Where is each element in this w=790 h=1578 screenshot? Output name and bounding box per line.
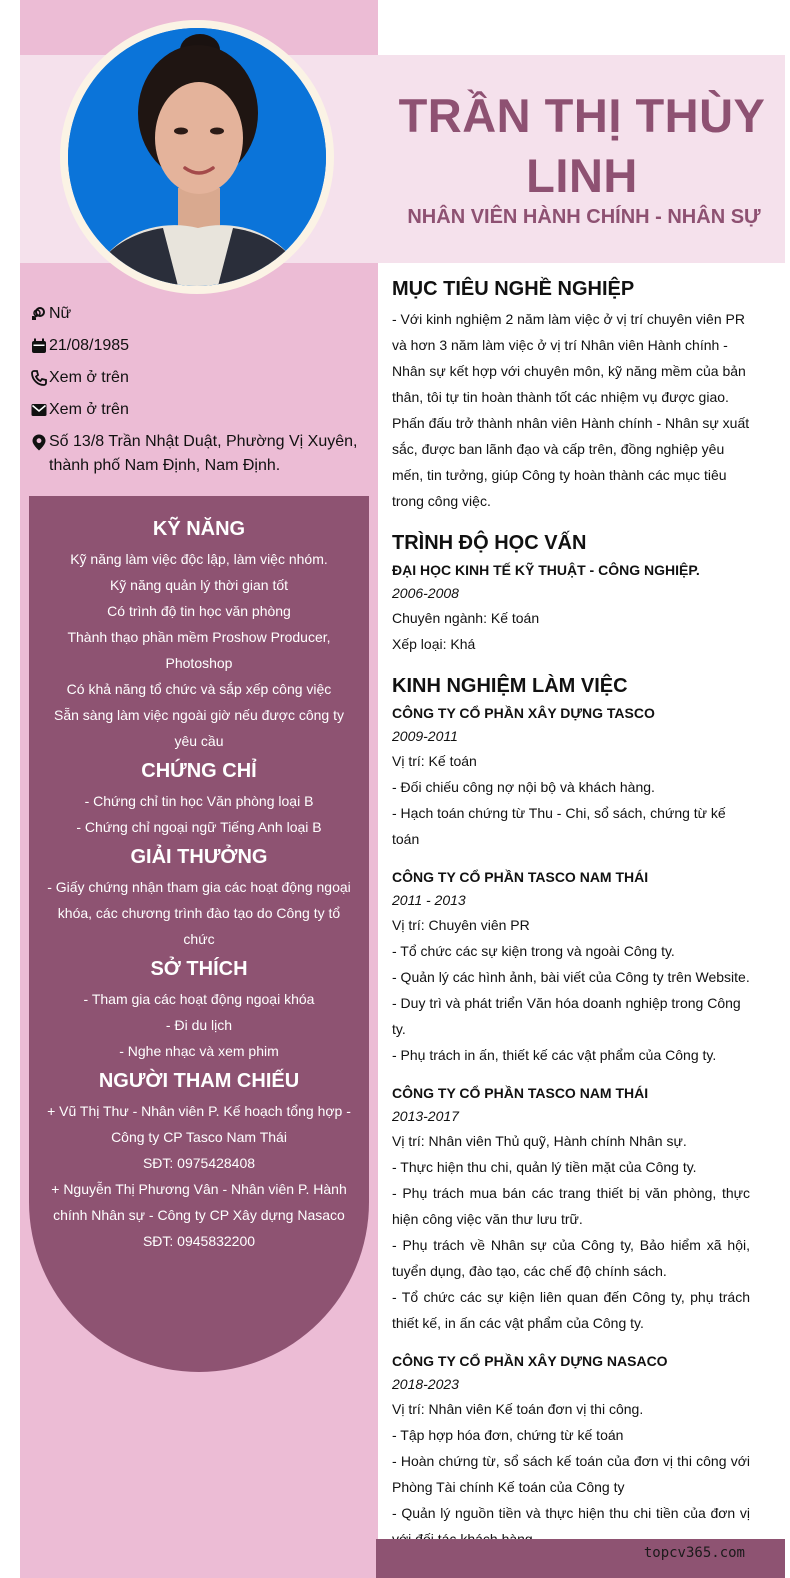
contact-address xyxy=(28,430,368,478)
job-line: - Thực hiện thu chi, quản lý tiền mặt của Công ty. xyxy=(392,1159,697,1175)
job-period: 2013-2017 xyxy=(392,1108,459,1124)
job-company: CÔNG TY CỔ PHẦN XÂY DỰNG NASACO xyxy=(392,1353,668,1369)
award-item: - Giấy chứng nhận tham gia các hoạt động ngoại khóa, các chương trình đào tạo do Công ty tổ chức xyxy=(47,879,351,947)
education-major: Chuyên ngành: Kế toán xyxy=(392,610,540,626)
education-period: 2006-2008 xyxy=(392,585,459,601)
references-heading: NGƯỜI THAM CHIẾU xyxy=(98,1070,300,1092)
gender-value: Nữ xyxy=(49,305,72,322)
skill-item: Kỹ năng quản lý thời gian tốt xyxy=(109,577,289,593)
job-line: Vị trí: Kế toán xyxy=(392,753,477,769)
phone-icon xyxy=(28,366,49,390)
email-value: Xem ở trên xyxy=(49,401,129,418)
experience-heading: KINH NGHIỆM LÀM VIỆC xyxy=(392,675,628,697)
job-entry xyxy=(392,1082,750,1336)
job-entry xyxy=(392,1350,750,1552)
certificates-heading: CHỨNG CHỈ xyxy=(141,760,257,782)
main-content xyxy=(392,274,750,1552)
job-line: - Quản lý các hình ảnh, bài viết của Công ty trên Website. xyxy=(392,969,750,985)
job-line: - Tổ chức các sự kiện liên quan đến Công ty, phụ trách thiết kế, in ấn các vật phẩm của Công ty. xyxy=(392,1289,750,1331)
reference-phone: SĐT: 0975428408 xyxy=(142,1155,256,1171)
job-line: - Phụ trách mua bán các trang thiết bị văn phòng, thực hiện công việc văn thư lưu trữ. xyxy=(392,1185,750,1227)
location-pin-icon xyxy=(28,430,49,454)
awards-heading: GIẢI THƯỞNG xyxy=(130,846,268,868)
job-period: 2009-2011 xyxy=(392,728,458,744)
job-company: CÔNG TY CỔ PHẦN TASCO NAM THÁI xyxy=(392,1085,649,1101)
side-panel xyxy=(29,496,369,1372)
job-line: Vị trí: Chuyên viên PR xyxy=(392,917,530,933)
job-company: CÔNG TY CỔ PHẦN XÂY DỰNG TASCO xyxy=(392,705,655,721)
gender-icon xyxy=(28,302,49,326)
certificate-item: - Chứng chỉ ngoại ngữ Tiếng Anh loại B xyxy=(76,819,322,835)
job-company: CÔNG TY CỔ PHẦN TASCO NAM THÁI xyxy=(392,869,649,885)
education-grade: Xếp loại: Khá xyxy=(392,636,476,652)
watermark: topcv365.com xyxy=(643,1545,745,1561)
hobby-item: - Đi du lịch xyxy=(165,1017,233,1033)
job-entry xyxy=(392,866,750,1068)
job-line: - Phụ trách in ấn, thiết kế các vật phẩm của Công ty. xyxy=(392,1047,717,1063)
envelope-icon xyxy=(28,398,49,422)
dob-value: 21/08/1985 xyxy=(49,337,130,354)
hobby-item: - Nghe nhạc và xem phim xyxy=(119,1043,279,1059)
contact-gender xyxy=(28,302,368,326)
skill-item: Kỹ năng làm việc độc lập, làm việc nhóm. xyxy=(70,551,328,567)
hobbies-heading: SỞ THÍCH xyxy=(150,958,248,980)
job-line: Vị trí: Nhân viên Kế toán đơn vị thi công. xyxy=(392,1401,644,1417)
job-line: - Tập hợp hóa đơn, chứng từ kế toán xyxy=(392,1427,624,1443)
skill-item: Có khả năng tổ chức và sắp xếp công việc xyxy=(66,681,332,697)
contact-phone xyxy=(28,366,368,390)
job-entry xyxy=(392,702,750,852)
job-line: - Tổ chức các sự kiện trong và ngoài Công ty. xyxy=(392,943,675,959)
address-value: Số 13/8 Trần Nhật Duật, Phường Vị Xuyên, thành phố Nam Định, Nam Định. xyxy=(49,433,358,474)
job-line: - Duy trì và phát triển Văn hóa doanh nghiệp trong Công ty. xyxy=(392,995,741,1037)
job-line: - Phụ trách về Nhân sự của Công ty, Bảo hiểm xã hội, tuyển dụng, đào tạo, các chế độ chính sách. xyxy=(392,1237,750,1279)
hobby-item: - Tham gia các hoạt động ngoại khóa xyxy=(83,991,315,1007)
job-period: 2011 - 2013 xyxy=(392,892,466,908)
reference-phone: SĐT: 0945832200 xyxy=(142,1233,256,1249)
objective-heading: MỤC TIÊU NGHỀ NGHIỆP xyxy=(392,278,635,300)
candidate-name: TRẦN THỊ THÙY LINH xyxy=(398,89,766,202)
job-line: - Đối chiếu công nợ nội bộ và khách hàng. xyxy=(392,779,655,795)
job-title: NHÂN VIÊN HÀNH CHÍNH - NHÂN SỰ xyxy=(407,206,761,228)
education-heading: TRÌNH ĐỘ HỌC VẤN xyxy=(392,532,587,554)
school-name: ĐẠI HỌC KINH TẾ KỸ THUẬT - CÔNG NGHIỆP. xyxy=(392,562,700,578)
certificate-item: - Chứng chỉ tin học Văn phòng loại B xyxy=(84,793,314,809)
reference-item: + Vũ Thị Thư - Nhân viên P. Kế hoạch tổng hợp - Công ty CP Tasco Nam Thái xyxy=(47,1103,351,1145)
skill-item: Sẵn sàng làm việc ngoài giờ nếu được công ty yêu cầu xyxy=(53,707,344,749)
contact-email xyxy=(28,398,368,422)
job-period: 2018-2023 xyxy=(392,1376,459,1392)
skills-heading: KỸ NĂNG xyxy=(152,518,246,540)
contact-info xyxy=(28,302,368,486)
skill-item: Thành thạo phần mềm Proshow Producer, Photoshop xyxy=(67,629,331,671)
job-line: - Hoàn chứng từ, sổ sách kế toán của đơn vị thi công với Phòng Tài chính Kế toán của Công ty xyxy=(392,1453,750,1495)
job-line: - Hạch toán chứng từ Thu - Chi, sổ sách, chứng từ kế toán xyxy=(392,805,726,847)
job-line: Vị trí: Nhân viên Thủ quỹ, Hành chính Nhân sự. xyxy=(392,1133,687,1149)
skill-item: Có trình độ tin học văn phòng xyxy=(107,603,291,619)
footer-bar xyxy=(376,1539,785,1578)
profile-photo xyxy=(68,28,326,286)
job-line: - Quản lý nguồn tiền và thực hiện thu chi tiền của đơn vị xyxy=(392,1505,750,1521)
objective-text: - Với kinh nghiệm 2 năm làm việc ở vị trí chuyên viên PR và hơn 3 năm làm việc ở vị trí Nhân viên Hành chính - Nhân sự kết hợp với chuyên môn, kỹ năng mềm của bản thân, tôi tự tin hoàn thành tốt các nhiệm vụ được giao. Phấn đấu trở thành nhân viên Hành chính - Nhân sự xuất sắc, được ban lãnh đạo và cấp trên, đồng nghiệp yêu mến, tin tưởng, giúp Công ty hoàn thành các mục tiêu trong công việc. xyxy=(392,311,750,509)
phone-value: Xem ở trên xyxy=(49,369,129,386)
calendar-icon xyxy=(28,334,49,358)
contact-dob xyxy=(28,334,368,358)
reference-item: + Nguyễn Thị Phương Vân - Nhân viên P. Hành chính Nhân sự - Công ty CP Xây dựng Nasaco xyxy=(51,1181,347,1223)
